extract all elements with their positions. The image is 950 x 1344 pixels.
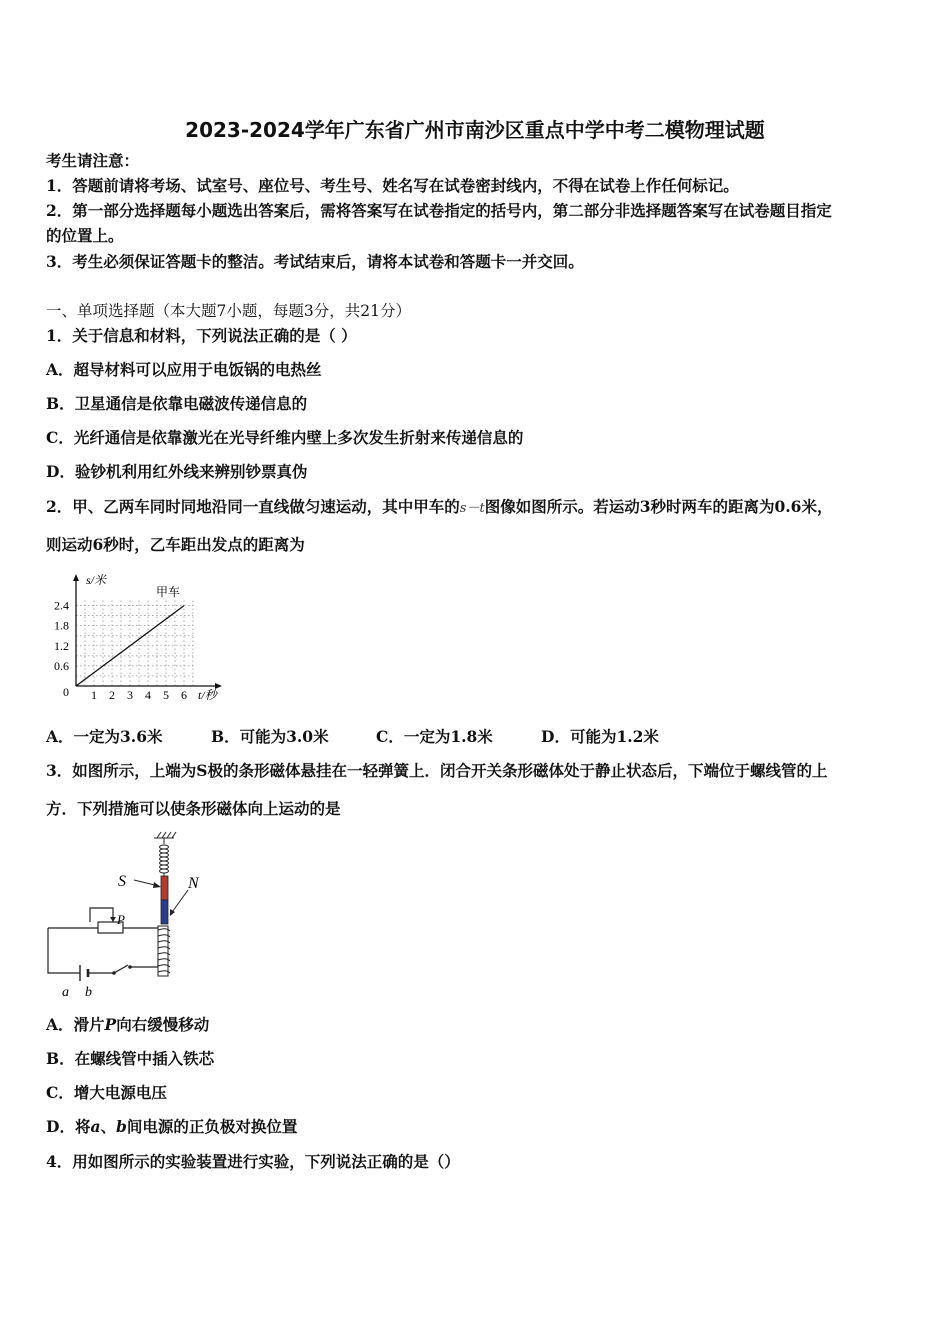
q3-option-d [46, 1117, 297, 1137]
q3-option-d-mid: 、 [100, 1117, 117, 1136]
q3-option-a-p: P [104, 1015, 117, 1034]
label-s: S [118, 873, 126, 890]
spring [160, 838, 169, 876]
q2-st-symbol: s－t [459, 501, 485, 516]
solenoid-core [158, 926, 168, 976]
label-a: a [62, 985, 69, 1000]
notice-line-3: 3．考生必须保证答题卡的整洁。考试结束后，请将本试卷和答题卡一并交回。 [46, 252, 584, 271]
q4-stem: 4．用如图所示的实验装置进行实验，下列说法正确的是（） [46, 1152, 460, 1171]
switch-contact [128, 965, 132, 969]
notice-line-1: 1．答题前请将考场、试室号、座位号、考生号、姓名写在试卷密封线内，不得在试卷上作任何标记。 [46, 176, 739, 195]
q2-option-b: B．可能为3.0米 [211, 727, 329, 746]
q2-st-graph [52, 568, 242, 708]
notice-heading: 考生请注意： [46, 151, 140, 170]
ceiling-hatch [154, 832, 176, 838]
label-p: P [117, 912, 125, 927]
graph-origin: 0 [63, 685, 69, 699]
y-tick-label: 1.2 [54, 638, 69, 653]
bar-magnet-s-pole [161, 876, 168, 900]
notice-line-2a: 2．第一部分选择题每小题选出答案后，需将答案写在试卷指定的括号内，第二部分非选择题答案写在试卷题目指定 [46, 201, 832, 220]
q3-option-a-pre: A．滑片 [46, 1015, 105, 1034]
q2-stem-line2: 则运动6秒时，乙车距出发点的距离为 [46, 535, 305, 554]
x-tick-label: 6 [181, 688, 187, 702]
q2-option-d: D．可能为1.2米 [541, 727, 659, 746]
x-tick-label: 4 [145, 688, 151, 702]
notice-line-2b: 的位置上。 [46, 226, 124, 245]
bar-magnet-n-pole [161, 900, 168, 924]
q2-option-c: C．一定为1.8米 [376, 727, 493, 746]
graph-y-label: s/米 [86, 573, 107, 587]
q3-option-d-post: 间电源的正负极对换位置 [126, 1117, 298, 1136]
x-tick-label: 5 [163, 688, 169, 702]
q3-option-c: C．增大电源电压 [46, 1083, 167, 1102]
q3-stem-line2: 方．下列措施可以使条形磁体向上运动的是 [46, 799, 341, 818]
y-tick-label: 1.8 [54, 618, 69, 633]
graph-line-label: 甲车 [156, 585, 181, 599]
q2-stem-part-b: 图像如图所示。若运动3秒时两车的距离为0.6米， [484, 497, 833, 516]
q1-option-a: A．超导材料可以应用于电饭锅的电热丝 [46, 360, 322, 379]
q3-option-a-post: 向右缓慢移动 [116, 1015, 210, 1034]
x-tick-label: 2 [109, 688, 115, 702]
q1-option-b: B．卫星通信是依靠电磁波传递信息的 [46, 394, 308, 413]
q3-circuit-figure [40, 830, 220, 1002]
switch-blade [114, 965, 128, 973]
page-title: 2023-2024学年广东省广州市南沙区重点中学中考二模物理试题 [185, 118, 765, 142]
graph-y-arrow [73, 574, 79, 581]
circuit-wires [48, 908, 158, 973]
slider-p [110, 917, 116, 922]
x-tick-label: 1 [91, 688, 97, 702]
q2-stem-part-a: 2．甲、乙两车同时同地沿同一直线做匀速运动，其中甲车的 [46, 497, 460, 516]
y-tick-label: 0.6 [54, 658, 69, 673]
q3-option-a [46, 1015, 209, 1035]
q3-stem-line1: 3．如图所示，上端为S极的条形磁体悬挂在一轻弹簧上．闭合开关条形磁体处于静止状态后，下端位于螺线管的上 [46, 761, 828, 780]
q1-option-c: C．光纤通信是依靠激光在光导纤维内壁上多次发生折射来传递信息的 [46, 428, 524, 447]
q3-option-b: B．在螺线管中插入铁芯 [46, 1049, 215, 1068]
section-heading: 一、单项选择题（本大题7小题，每题3分，共21分） [46, 302, 411, 320]
x-tick-label: 3 [127, 688, 133, 702]
graph-x-label: t/秒 [198, 688, 217, 702]
q3-option-d-pre: D．将 [46, 1117, 91, 1136]
q3-option-d-b: b [116, 1117, 127, 1136]
q3-option-d-a: a [90, 1117, 101, 1136]
q1-option-d: D．验钞机利用红外线来辨别钞票真伪 [46, 462, 308, 481]
label-n: N [188, 875, 199, 892]
y-tick-label: 2.4 [54, 598, 69, 613]
q2-stem-line1 [46, 497, 832, 519]
label-b: b [85, 985, 92, 1000]
q2-option-a: A．一定为3.6米 [46, 727, 163, 746]
q1-stem: 1．关于信息和材料，下列说法正确的是（ ） [46, 326, 357, 345]
